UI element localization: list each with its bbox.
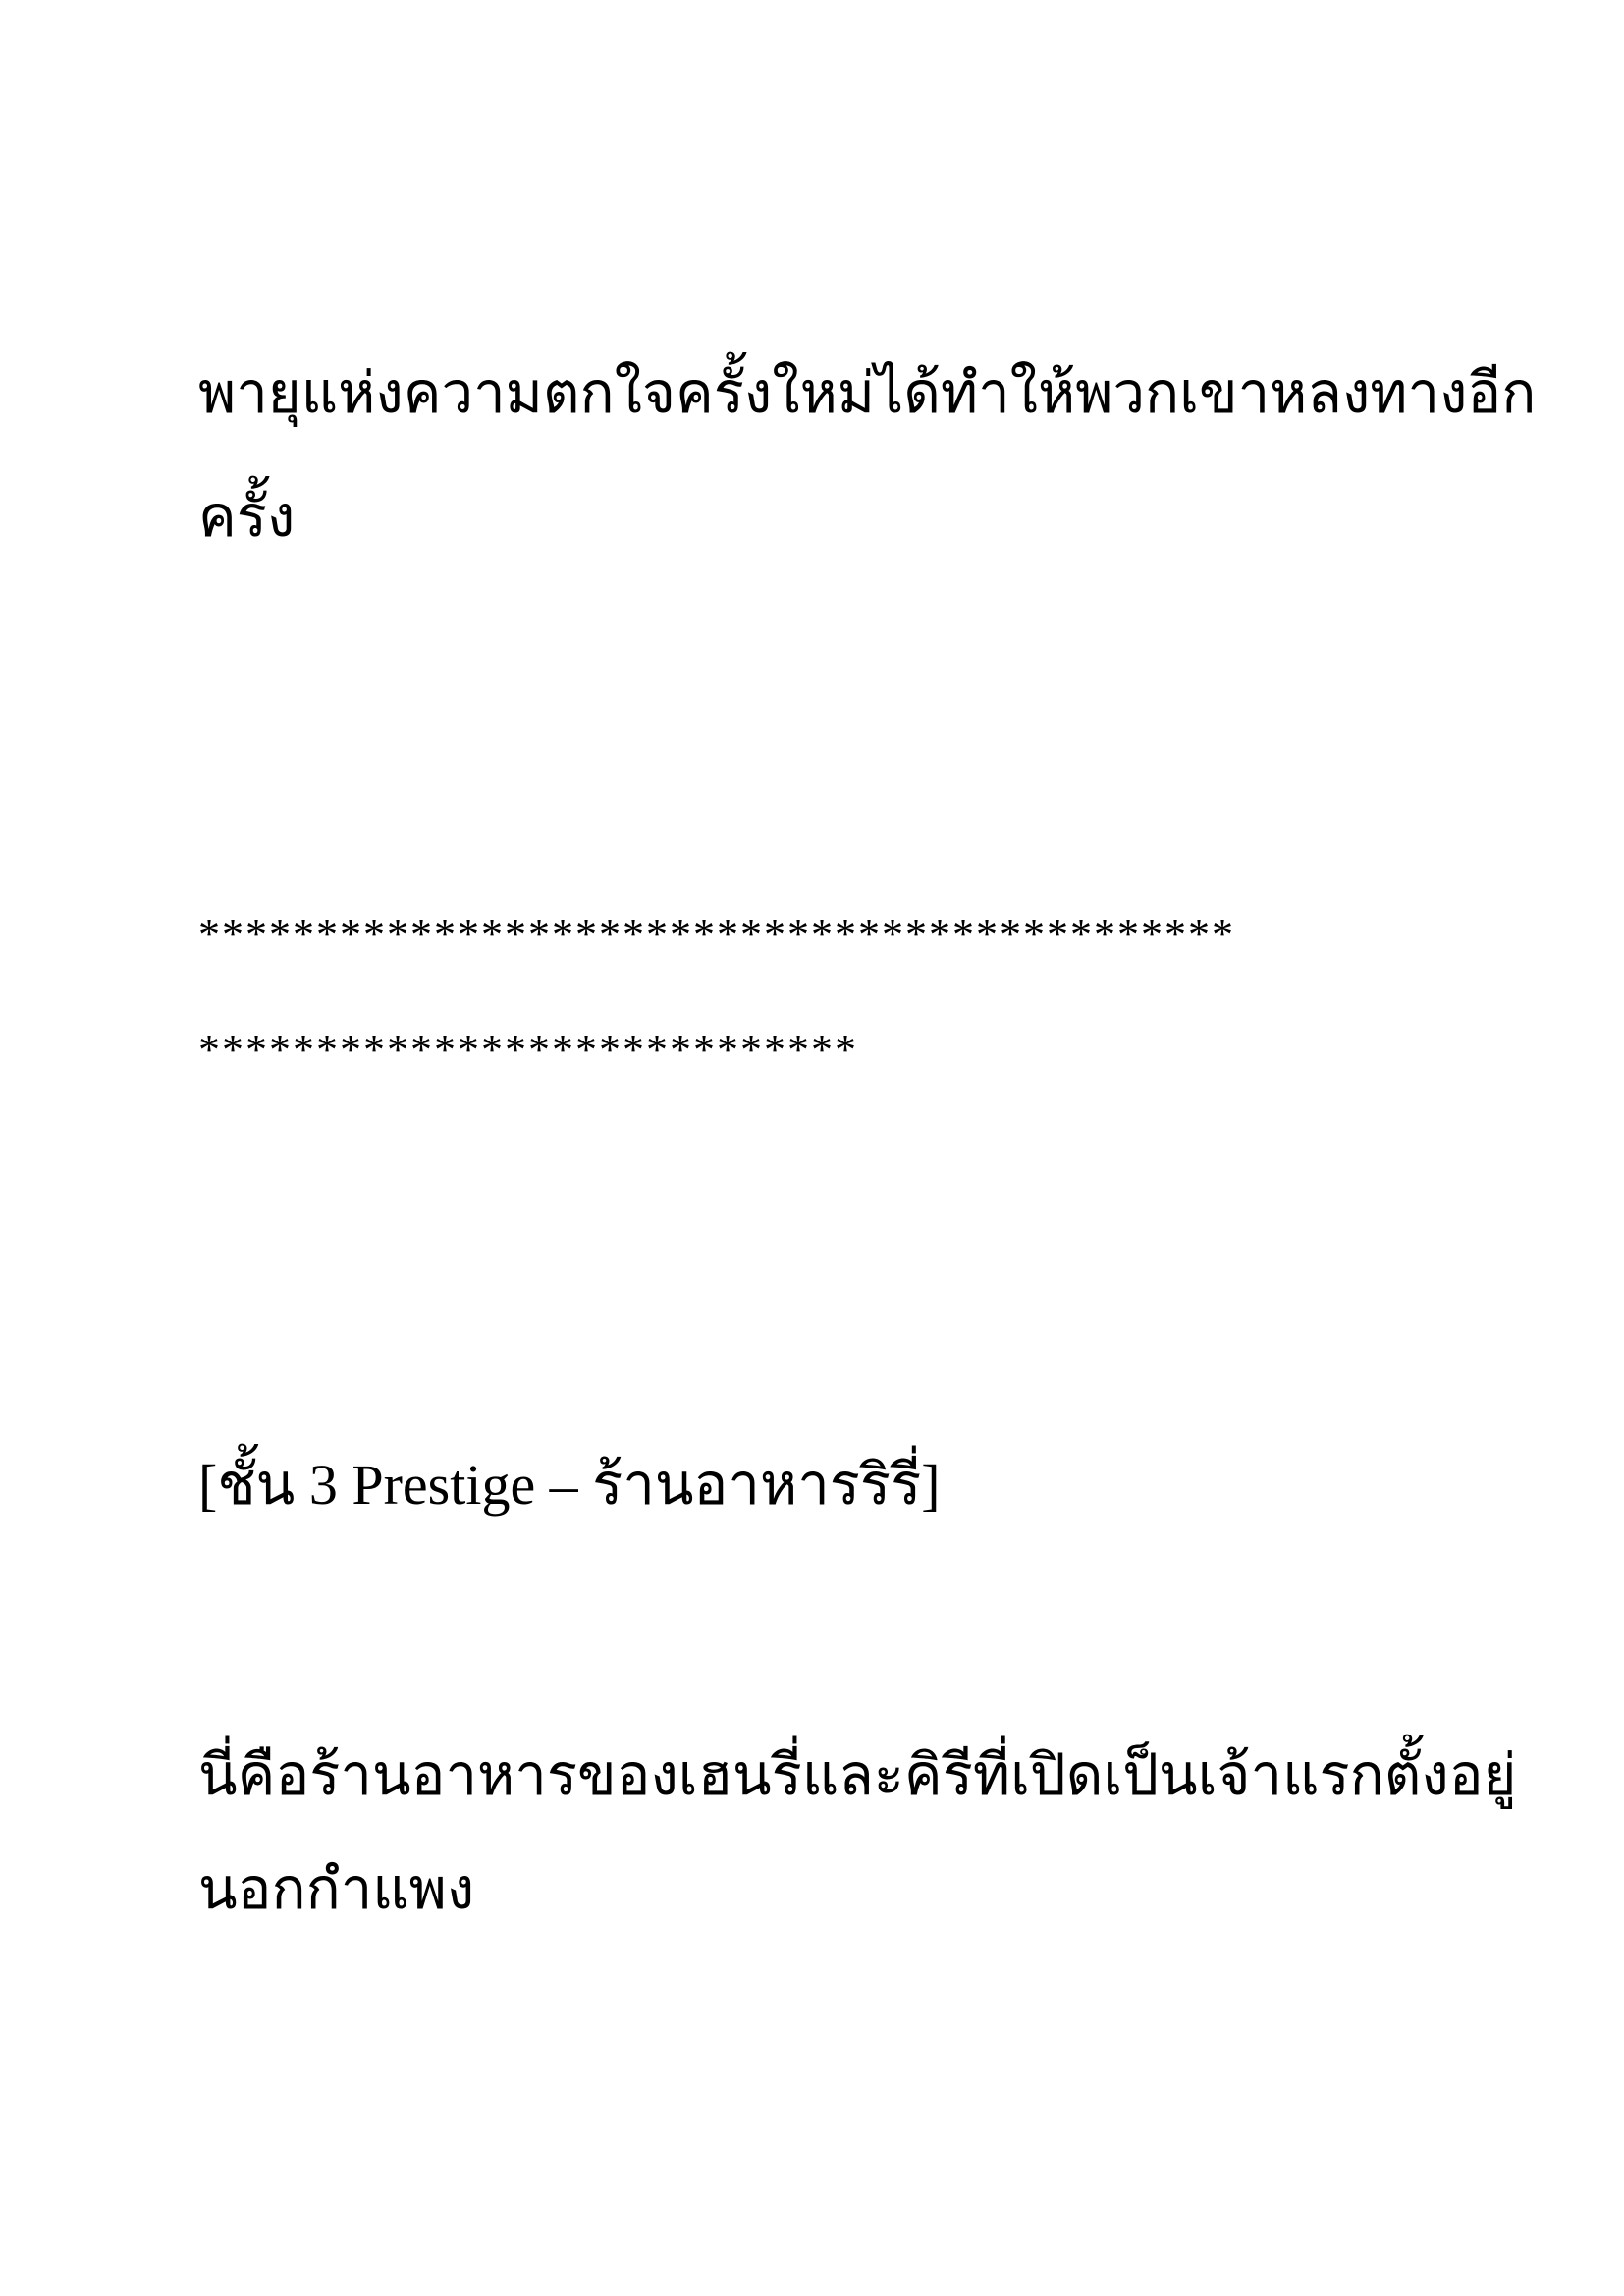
scene-heading: [ชั้น 3 Prestige – ร้านอาหารริรี่] [198, 1453, 941, 1517]
separator-line: ******************************************** [198, 910, 1235, 958]
paragraph-line: พายุแห่งความตกใจครั้งใหม่ได้ทำให้พวกเขาหลงทางอีก [198, 361, 1537, 425]
separator-line: **************************** [198, 1026, 858, 1074]
paragraph-line: ครั้ง [198, 485, 296, 549]
paragraph-line: นอกกำแพง [198, 1857, 475, 1921]
paragraph-line: นี่คือร้านอาหารของเฮนรี่และคิรีที่เปิดเป็นเจ้าแรกตั้งอยู่ [198, 1743, 1517, 1807]
